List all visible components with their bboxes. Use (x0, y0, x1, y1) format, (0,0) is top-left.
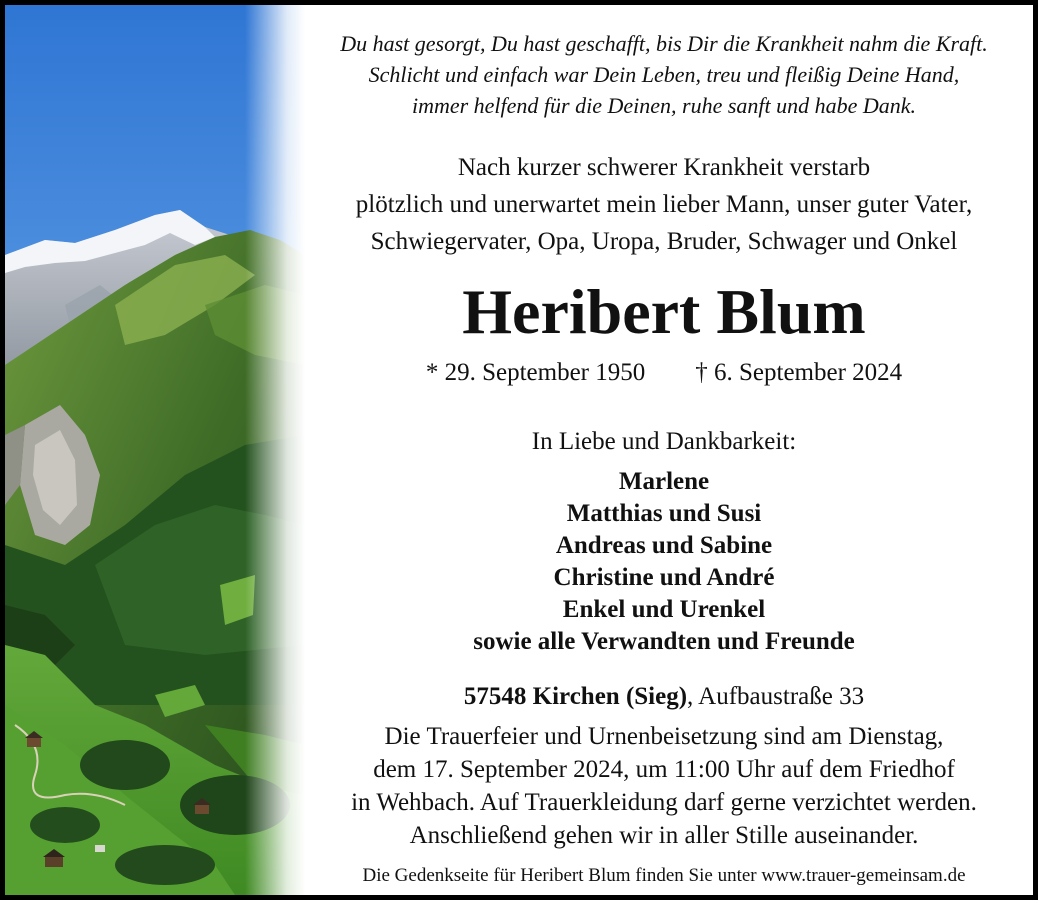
service-line-3: in Wehbach. Auf Trauerkleidung darf gerne verzichtet werden. (351, 789, 977, 816)
birth-date: * 29. September 1950 (425, 359, 646, 386)
intro-line-1: Nach kurzer schwerer Krankheit verstarb (457, 154, 871, 181)
address-line (295, 681, 1033, 713)
mountain-landscape-photo (5, 5, 305, 895)
life-dates (295, 357, 1033, 389)
service-line-4: Anschließend gehen wir in aller Stille auseinander. (409, 822, 919, 849)
verse-line-2: Schlicht und einfach war Dein Leben, treu und fleißig Deine Hand, (368, 62, 960, 87)
verse-line-1: Du hast gesorgt, Du hast geschafft, bis Dir die Krankheit nahm die Kraft. (340, 31, 988, 56)
service-line-1: Die Trauerfeier und Urnenbeisetzung sind am Dienstag, (384, 723, 944, 750)
thanks-heading: In Liebe und Dankbarkeit: (531, 428, 797, 455)
mourner-line: Enkel und Urenkel (562, 596, 766, 623)
intro-line-3: Schwiegervater, Opa, Uropa, Bruder, Schwager und Onkel (370, 228, 958, 255)
mourner-line: sowie alle Verwandten und Freunde (473, 628, 855, 655)
memorial-page-note: Die Gedenkseite für Heribert Blum finden Sie unter www.trauer-gemeinsam.de (362, 865, 966, 886)
mourner-line: Andreas und Sabine (555, 532, 773, 559)
deceased-name: Heribert Blum (462, 276, 866, 347)
address-city: 57548 Kirchen (Sieg) (463, 683, 688, 710)
mourner-line: Christine und André (553, 564, 775, 591)
obituary-text (295, 5, 1033, 895)
verse-line-3: immer helfend für die Deinen, ruhe sanft und habe Dank. (411, 93, 917, 118)
death-date: † 6. September 2024 (695, 359, 903, 386)
mourner-line: Matthias und Susi (566, 500, 762, 527)
address-street: , Aufbaustraße 33 (687, 683, 865, 710)
service-line-2: dem 17. September 2024, um 11:00 Uhr auf dem Friedhof (373, 756, 955, 783)
mourner-line: Marlene (618, 468, 710, 495)
intro-line-2: plötzlich und unerwartet mein lieber Mann, unser guter Vater, (355, 191, 973, 218)
